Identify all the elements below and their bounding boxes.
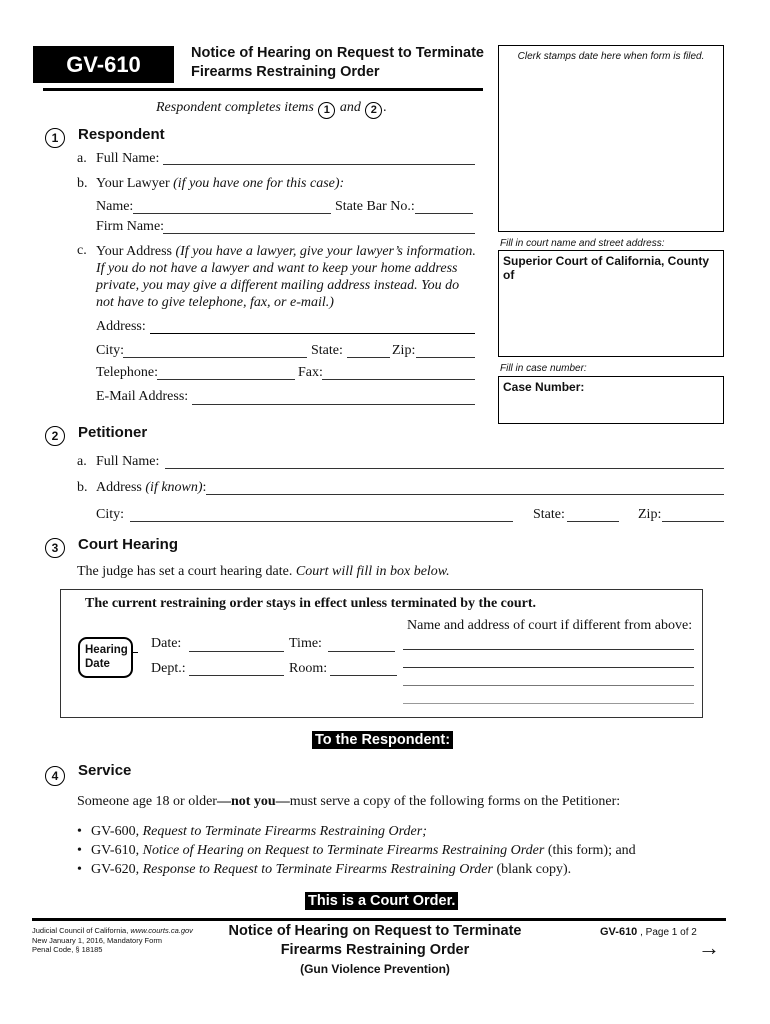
case-number-heading: Case Number:: [503, 380, 585, 394]
footer-subtitle: (Gun Violence Prevention): [300, 962, 450, 976]
petitioner-state-input[interactable]: [567, 521, 619, 522]
form-title: Notice of Hearing on Request to Terminate Firearms Restraining Order: [142, 843, 545, 858]
hearing-dept-input[interactable]: [189, 675, 284, 676]
lawyer-label: [96, 176, 344, 192]
item-c-marker: c.: [77, 243, 87, 258]
footer-citation: [32, 926, 193, 955]
lawyer-label-text: Your Lawyer: [96, 176, 170, 191]
service-instructions: [77, 794, 620, 810]
intro-prefix: Respondent completes items: [156, 100, 314, 115]
page-indicator: [600, 926, 697, 938]
footer-rule: [32, 918, 726, 921]
form-code: GV-620,: [91, 862, 140, 877]
petitioner-city-label: City:: [96, 507, 125, 522]
form-title-line1: Notice of Hearing on Request to Terminate: [191, 45, 484, 61]
penal-code: Penal Code, § 18185: [32, 945, 103, 954]
section-1-title: Respondent: [78, 126, 165, 143]
petitioner-address-input[interactable]: [206, 494, 724, 495]
header-rule: [43, 88, 483, 91]
form-title: Response to Request to Terminate Firearms Restraining Order: [142, 862, 493, 877]
state-bar-input[interactable]: [415, 213, 473, 214]
bullet-icon: •: [77, 862, 82, 877]
court-name-field[interactable]: [498, 250, 724, 357]
form-title: Request to Terminate Firearms Restraining Order;: [142, 824, 427, 839]
petitioner-city-input[interactable]: [130, 521, 513, 522]
respondent-address-label: Address:: [96, 319, 146, 334]
respondent-zip-label: Zip:: [392, 343, 416, 358]
other-court-line-1[interactable]: [403, 649, 694, 650]
respondent-state-label: State:: [311, 343, 343, 358]
service-form-item: [77, 862, 571, 878]
form-id: GV-610: [66, 51, 141, 77]
service-intro-pre: Someone age 18 or older: [77, 794, 217, 809]
hearing-date-input[interactable]: [189, 651, 284, 652]
website-link[interactable]: www.courts.ca.gov: [130, 926, 193, 935]
fax-input[interactable]: [322, 379, 475, 380]
item-1-marker: 1: [318, 102, 335, 119]
fax-label: Fax:: [298, 365, 323, 380]
badge-line2: Date: [85, 658, 110, 670]
petitioner-zip-input[interactable]: [662, 521, 724, 522]
court-order-banner: This is a Court Order.: [305, 892, 458, 910]
item-b-marker: b.: [77, 480, 88, 495]
email-input[interactable]: [192, 404, 475, 405]
address-heading: Your Address: [96, 244, 172, 259]
section-3-title: Court Hearing: [78, 536, 179, 553]
firm-name-label: Firm Name:: [96, 219, 165, 234]
lawyer-name-input[interactable]: [133, 213, 331, 214]
case-number-field[interactable]: [498, 376, 724, 424]
court-hearing-intro-note: Court will fill in box below.: [295, 564, 450, 579]
badge-connector: [133, 652, 138, 653]
council-name: Judicial Council of California,: [32, 926, 129, 935]
section-4-title: Service: [78, 762, 132, 779]
address-note-2: If you do not have a lawyer and want to keep your home address: [96, 261, 458, 276]
restraining-order-notice: The current restraining order stays in effect unless terminated by the court.: [85, 596, 537, 611]
form-id-badge: [33, 46, 174, 83]
section-3-number: 3: [45, 538, 65, 558]
court-hearing-intro: [77, 564, 450, 580]
firm-name-input[interactable]: [163, 233, 475, 234]
hearing-time-input[interactable]: [328, 651, 395, 652]
service-intro-bold: —not you—: [216, 794, 290, 809]
court-name-heading: Superior Court of California, County of: [503, 254, 709, 282]
other-court-line-2[interactable]: [403, 667, 694, 668]
address-note-3: private, you may give a different mailing address instead. You do: [96, 278, 460, 293]
respondent-address-input[interactable]: [150, 333, 475, 334]
respondent-zip-input[interactable]: [416, 357, 475, 358]
lawyer-note: (if you have one for this case):: [173, 176, 345, 191]
petitioner-full-name-label: Full Name:: [96, 454, 160, 469]
form-title: [191, 44, 484, 82]
hearing-time-label: Time:: [289, 636, 322, 651]
other-court-line-4[interactable]: [403, 703, 694, 704]
page-number: Page 1 of 2: [645, 927, 697, 938]
hearing-room-input[interactable]: [330, 675, 397, 676]
hearing-room-label: Room:: [289, 661, 328, 676]
telephone-label: Telephone:: [96, 365, 158, 380]
service-form-item: [77, 843, 636, 859]
section-2-title: Petitioner: [78, 424, 148, 441]
form-suffix: (blank copy).: [496, 862, 572, 877]
respondent-city-input[interactable]: [123, 357, 307, 358]
respondent-state-input[interactable]: [347, 357, 390, 358]
clerk-stamp-box[interactable]: [498, 45, 724, 232]
item-b-marker: b.: [77, 176, 88, 191]
respondent-full-name-label: Full Name:: [96, 151, 160, 166]
colon: :: [202, 480, 207, 495]
section-4-number: 4: [45, 766, 65, 786]
bullet-icon: •: [77, 824, 82, 839]
hearing-dept-label: Dept.:: [151, 661, 186, 676]
page-sep: ,: [640, 927, 643, 938]
form-revision: New January 1, 2016, Mandatory Form: [32, 935, 163, 945]
lawyer-name-label: Name:: [96, 199, 134, 214]
case-number-label: Fill in case number:: [500, 363, 587, 374]
court-name-label: Fill in court name and street address:: [500, 238, 665, 249]
footer-title-line1: Notice of Hearing on Request to Terminate: [228, 923, 522, 939]
footer-form-id: GV-610: [600, 926, 638, 938]
service-intro-post: must serve a copy of the following forms on the Petitioner:: [289, 794, 621, 809]
petitioner-full-name-input[interactable]: [165, 468, 724, 469]
address-note-4: not have to give telephone, fax, or e-mail.): [96, 295, 334, 310]
footer-title: [200, 922, 550, 979]
email-label: E-Mail Address:: [96, 389, 189, 404]
petitioner-address-label-text: Address: [96, 480, 142, 495]
respondent-full-name-input[interactable]: [163, 164, 475, 165]
section-1-number: 1: [45, 128, 65, 148]
intro-suffix: .: [383, 100, 387, 115]
next-page-arrow-icon[interactable]: →: [698, 935, 720, 960]
bullet-icon: •: [77, 843, 82, 858]
footer-title-line2: Firearms Restraining Order: [280, 942, 470, 958]
badge-line1: Hearing: [85, 644, 128, 656]
respondent-city-label: City:: [96, 343, 125, 358]
address-instructions: [96, 243, 476, 311]
form-code: GV-610,: [91, 843, 140, 858]
form-title-line2: Firearms Restraining Order: [191, 64, 380, 80]
petitioner-state-label: State:: [533, 507, 565, 522]
address-note-1: (If you have a lawyer, give your lawyer’s information.: [175, 244, 476, 259]
hearing-date-label: Date:: [151, 636, 182, 651]
item-2-marker: 2: [365, 102, 382, 119]
service-form-item: [77, 824, 427, 840]
section-2-number: 2: [45, 426, 65, 446]
respondent-instructions: [156, 100, 387, 119]
item-a-marker: a.: [77, 151, 87, 166]
to-respondent-banner: To the Respondent:: [312, 731, 453, 749]
item-a-marker: a.: [77, 454, 87, 469]
clerk-stamp-text: Clerk stamps date here when form is filed.: [517, 51, 705, 62]
other-court-line-3[interactable]: [403, 685, 694, 686]
petitioner-address-label: [96, 480, 206, 496]
hearing-date-badge: [78, 637, 133, 678]
petitioner-zip-label: Zip:: [638, 507, 662, 522]
intro-and: and: [339, 100, 361, 115]
other-court-label: Name and address of court if different from above:: [407, 618, 693, 633]
form-suffix: (this form); and: [547, 843, 636, 858]
state-bar-label: State Bar No.:: [335, 199, 415, 214]
telephone-input[interactable]: [157, 379, 295, 380]
petitioner-address-note: (if known): [145, 480, 203, 495]
form-code: GV-600,: [91, 824, 140, 839]
court-hearing-intro-text: The judge has set a court hearing date.: [77, 564, 293, 579]
